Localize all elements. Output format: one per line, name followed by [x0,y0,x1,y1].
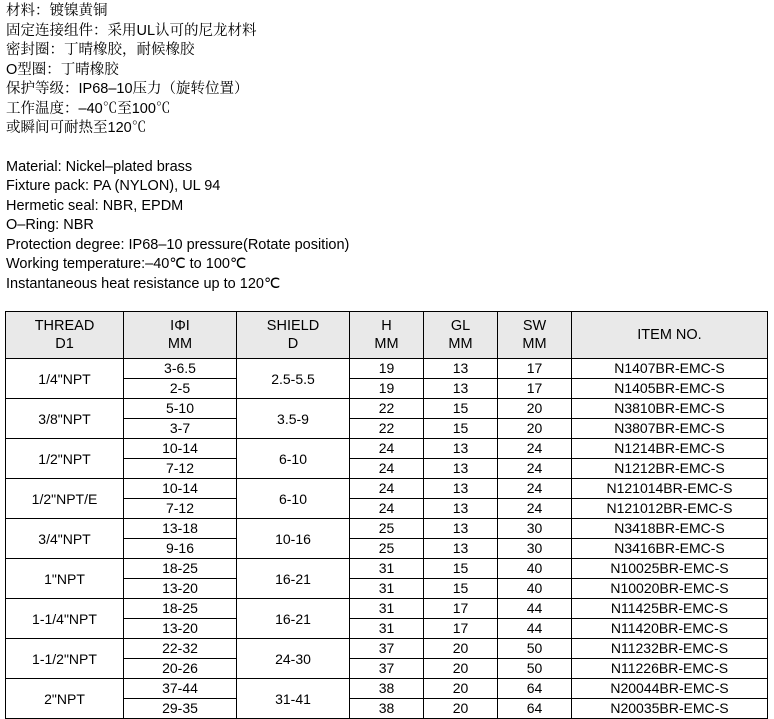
cell-sw: 17 [498,359,572,379]
cell-gl: 20 [424,659,498,679]
cell-h: 25 [350,539,424,559]
spec-line-en-7: Instantaneous heat resistance up to 120℃ [6,275,281,292]
cell-gl: 13 [424,479,498,499]
table-row [6,679,768,699]
table-row [6,359,768,379]
cell-h: 37 [350,659,424,679]
cell-shield: 6-10 [237,479,350,519]
spec-line-en-6: Working temperature:–40℃ to 100℃ [6,256,247,272]
cell-item-no: N1214BR-EMC-S [572,439,768,459]
header-shield [237,312,350,359]
spec-separator [6,139,766,158]
cell-inner-diameter: 13-18 [124,519,237,539]
cell-item-no: N3810BR-EMC-S [572,399,768,419]
cell-thread: 1-1/4"NPT [6,599,124,639]
cell-shield: 31-41 [237,679,350,719]
cell-h: 22 [350,419,424,439]
cell-item-no: N11425BR-EMC-S [572,599,768,619]
cell-h: 31 [350,599,424,619]
cell-sw: 24 [498,499,572,519]
header-shield-line1: SHIELD [266,318,320,334]
cell-h: 38 [350,679,424,699]
cell-gl: 20 [424,679,498,699]
cell-shield: 16-21 [237,559,350,599]
cell-thread: 1-1/2"NPT [6,639,124,679]
cell-gl: 15 [424,419,498,439]
cell-h: 31 [350,579,424,599]
cell-item-no: N1212BR-EMC-S [572,459,768,479]
spec-line-en-1: Material: Nickel–plated brass [6,158,193,175]
cell-item-no: N121014BR-EMC-S [572,479,768,499]
cell-item-no: N3418BR-EMC-S [572,519,768,539]
product-dimension-table-wrapper [5,311,767,719]
cell-sw: 40 [498,559,572,579]
cell-item-no: N10020BR-EMC-S [572,579,768,599]
table-row [6,399,768,419]
header-h [350,312,424,359]
cell-inner-diameter: 10-14 [124,479,237,499]
header-h-line2: MM [374,336,399,352]
table-row [6,439,768,459]
cell-sw: 50 [498,659,572,679]
cell-sw: 17 [498,379,572,399]
table-row [6,559,768,579]
cell-gl: 15 [424,399,498,419]
table-row [6,519,768,539]
cell-thread: 2"NPT [6,679,124,719]
spec-line-cn-3: 密封圈：丁晴橡胶，耐候橡胶 [6,42,195,58]
header-thread-line1: THREAD [34,318,95,334]
cell-gl: 15 [424,579,498,599]
cell-sw: 64 [498,699,572,719]
cell-sw: 20 [498,419,572,439]
cell-inner-diameter: 3-6.5 [124,359,237,379]
table-header [6,312,768,359]
cell-gl: 13 [424,359,498,379]
cell-inner-diameter: 20-26 [124,659,237,679]
cell-item-no: N3807BR-EMC-S [572,419,768,439]
cell-h: 24 [350,479,424,499]
cell-gl: 17 [424,619,498,639]
cell-shield: 10-16 [237,519,350,559]
header-gl [424,312,498,359]
spec-line-cn-7: 或瞬间可耐热至120℃ [6,120,147,136]
cell-item-no: N1405BR-EMC-S [572,379,768,399]
cell-sw: 64 [498,679,572,699]
spec-line-en-2: Fixture pack: PA (NYLON), UL 94 [6,178,221,194]
cell-shield: 6-10 [237,439,350,479]
cell-inner-diameter: 13-20 [124,619,237,639]
cell-sw: 40 [498,579,572,599]
cell-inner-diameter: 18-25 [124,599,237,619]
cell-sw: 44 [498,599,572,619]
cell-thread: 3/8"NPT [6,399,124,439]
cell-h: 38 [350,699,424,719]
header-item-no [572,312,768,359]
cell-inner-diameter: 10-14 [124,439,237,459]
specs-chinese [6,2,766,139]
table-row [6,599,768,619]
table-body [6,359,768,719]
cell-item-no: N11226BR-EMC-S [572,659,768,679]
cell-sw: 44 [498,619,572,639]
cell-thread: 1"NPT [6,559,124,599]
cell-sw: 24 [498,459,572,479]
cell-shield: 24-30 [237,639,350,679]
header-thread [6,312,124,359]
cell-h: 37 [350,639,424,659]
header-gl-line2: MM [448,336,473,352]
cell-thread: 1/2"NPT [6,439,124,479]
cell-gl: 20 [424,699,498,719]
product-dimension-table [5,311,768,719]
cell-gl: 13 [424,499,498,519]
spec-line-cn-5: 保护等级：IP68–10压力（旋转位置） [6,81,249,97]
cell-item-no: N121012BR-EMC-S [572,499,768,519]
header-thread-line2: D1 [55,336,74,352]
cell-thread: 1/2"NPT/E [6,479,124,519]
specs-english [6,158,766,295]
cell-gl: 17 [424,599,498,619]
spec-line-en-3: Hermetic seal: NBR, EPDM [6,197,184,214]
header-inner-diameter-line2: MM [167,336,193,352]
cell-item-no: N20044BR-EMC-S [572,679,768,699]
cell-gl: 13 [424,459,498,479]
spec-line-en-5: Protection degree: IP68–10 pressure(Rotate position) [6,236,350,253]
cell-inner-diameter: 37-44 [124,679,237,699]
cell-h: 31 [350,559,424,579]
cell-item-no: N11232BR-EMC-S [572,639,768,659]
cell-gl: 15 [424,559,498,579]
cell-inner-diameter: 18-25 [124,559,237,579]
cell-sw: 24 [498,439,572,459]
spec-line-cn-4: O型圈：丁晴橡胶 [6,61,119,78]
header-gl-line1: GL [450,318,471,334]
cell-sw: 30 [498,519,572,539]
cell-item-no: N1407BR-EMC-S [572,359,768,379]
cell-gl: 13 [424,519,498,539]
spec-line-cn-1: 材料：镀镍黄铜 [6,3,108,19]
header-inner-diameter [124,312,237,359]
header-row [6,312,768,359]
header-h-line1: H [381,318,392,334]
cell-h: 19 [350,379,424,399]
cell-gl: 13 [424,379,498,399]
spec-line-cn-6: 工作温度：–40℃至100℃ [6,100,171,117]
cell-item-no: N11420BR-EMC-S [572,619,768,639]
cell-thread: 3/4"NPT [6,519,124,559]
cell-inner-diameter: 2-5 [124,379,237,399]
cell-inner-diameter: 29-35 [124,699,237,719]
header-item-no-line1: ITEM NO. [637,327,702,343]
cell-thread: 1/4"NPT [6,359,124,399]
cell-sw: 30 [498,539,572,559]
header-sw [498,312,572,359]
cell-inner-diameter: 9-16 [124,539,237,559]
cell-h: 31 [350,619,424,639]
cell-sw: 50 [498,639,572,659]
cell-shield: 16-21 [237,599,350,639]
cell-gl: 13 [424,539,498,559]
spec-line-en-4: O–Ring: NBR [6,217,94,233]
cell-item-no: N20035BR-EMC-S [572,699,768,719]
header-inner-diameter-line1: IΦI [170,318,190,334]
cell-gl: 20 [424,639,498,659]
spec-line-cn-2: 固定连接组件：采用UL认可的尼龙材料 [6,22,257,39]
cell-inner-diameter: 7-12 [124,459,237,479]
cell-h: 19 [350,359,424,379]
cell-inner-diameter: 5-10 [124,399,237,419]
cell-shield: 3.5-9 [237,399,350,439]
cell-h: 25 [350,519,424,539]
cell-sw: 24 [498,479,572,499]
cell-shield: 2.5-5.5 [237,359,350,399]
cell-h: 24 [350,439,424,459]
cell-gl: 13 [424,439,498,459]
cell-inner-diameter: 22-32 [124,639,237,659]
cell-sw: 20 [498,399,572,419]
header-shield-line2: D [287,336,299,352]
table-row [6,639,768,659]
cell-h: 24 [350,499,424,519]
cell-inner-diameter: 13-20 [124,579,237,599]
specification-text-block [6,2,766,294]
header-sw-line2: MM [522,336,547,352]
table-row [6,479,768,499]
cell-h: 24 [350,459,424,479]
cell-inner-diameter: 3-7 [124,419,237,439]
cell-h: 22 [350,399,424,419]
cell-item-no: N10025BR-EMC-S [572,559,768,579]
header-sw-line1: SW [522,318,547,334]
cell-inner-diameter: 7-12 [124,499,237,519]
cell-item-no: N3416BR-EMC-S [572,539,768,559]
